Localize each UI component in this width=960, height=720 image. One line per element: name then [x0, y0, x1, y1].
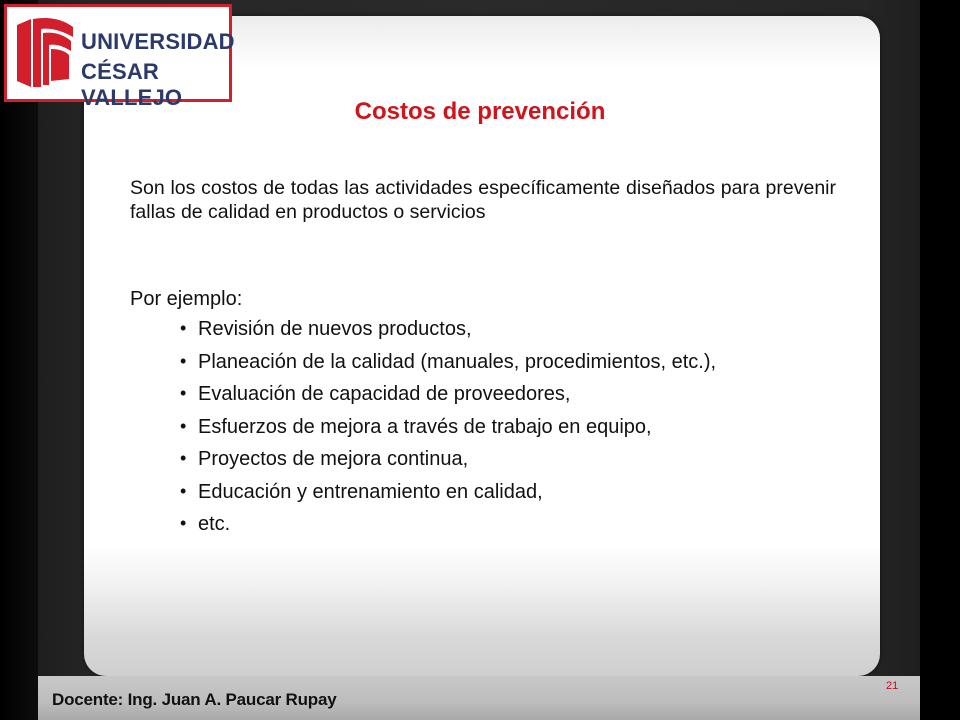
list-item: [178, 513, 716, 546]
bullet-icon: •: [180, 513, 187, 533]
logo-text-line2: CÉSAR VALLEJO: [81, 59, 183, 110]
example-label: Por ejemplo:: [130, 288, 243, 310]
docente-label: Docente: Ing. Juan A. Paucar Rupay: [52, 690, 337, 709]
list-item: [178, 481, 716, 514]
bullet-icon: •: [180, 415, 187, 436]
list-item-text: Educación y entrenamiento en calidad,: [198, 480, 543, 503]
bullet-icon: •: [180, 480, 187, 501]
list-item: [178, 351, 716, 384]
bullet-icon: •: [180, 350, 187, 371]
examples-list: [178, 318, 716, 546]
bullet-icon: •: [180, 448, 187, 468]
list-item: [178, 383, 716, 416]
list-item-text: Proyectos de mejora continua,: [198, 448, 469, 470]
bullet-icon: •: [180, 383, 187, 403]
list-item-text: Planeación de la calidad (manuales, procedimientos, etc.),: [198, 350, 717, 373]
list-item-text: Revisión de nuevos productos,: [198, 318, 472, 340]
list-item: [178, 448, 716, 481]
logo-text-line1: UNIVERSIDAD: [81, 29, 235, 54]
list-item-text: Esfuerzos de mejora a través de trabajo en equipo,: [198, 415, 652, 438]
slide-title: Costos de prevención: [354, 98, 606, 125]
university-logo: [4, 4, 235, 110]
list-item-text: etc.: [198, 513, 231, 535]
list-item: [178, 318, 716, 351]
intro-paragraph: Son los costos de todas las actividades específicamente diseñados para prevenir fallas de calidad en productos o servicios: [130, 177, 836, 223]
list-item: [178, 416, 716, 449]
page-number: 21: [886, 680, 899, 692]
bullet-icon: •: [180, 318, 187, 338]
ucv-emblem-icon: [13, 15, 77, 93]
list-item-text: Evaluación de capacidad de proveedores,: [198, 383, 571, 405]
